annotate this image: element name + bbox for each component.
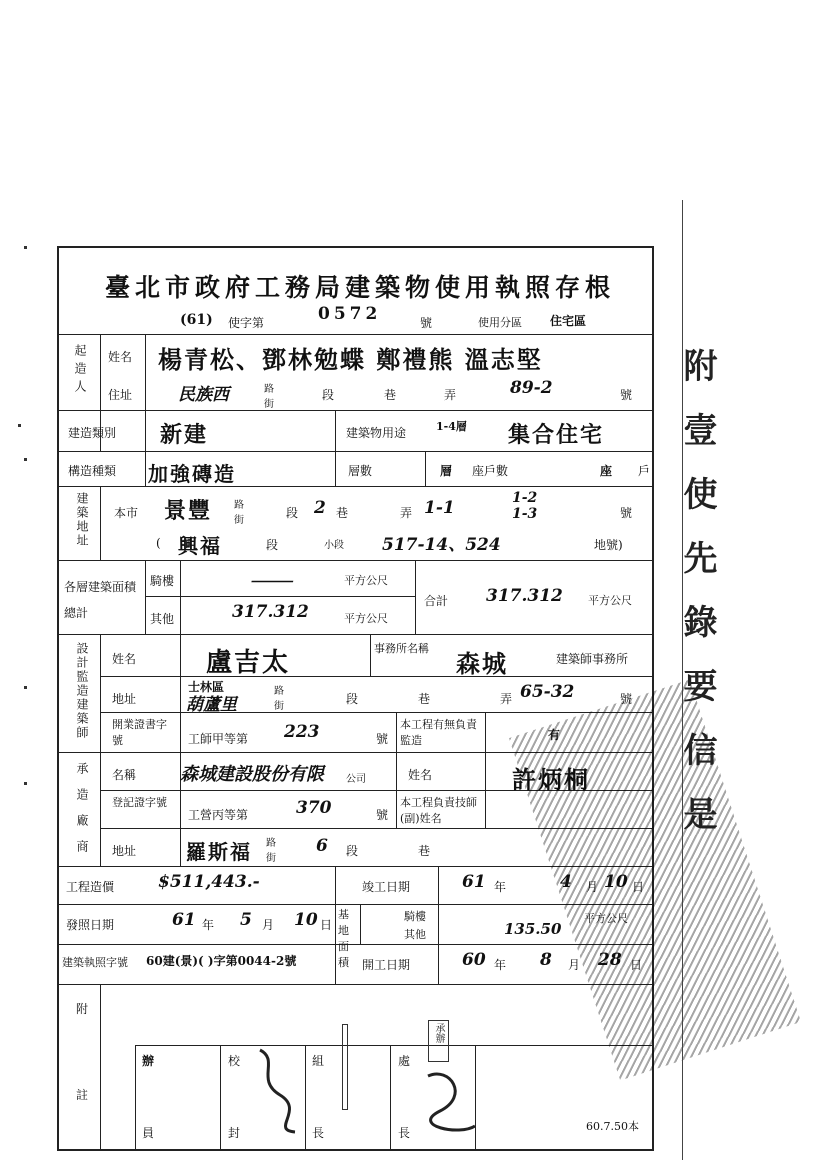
page-title: 臺北市政府工務局建築物使用執照存根: [104, 273, 615, 302]
scan-dot: [24, 686, 27, 689]
row-line: [145, 596, 415, 597]
scan-dot: [24, 782, 27, 785]
row-line: [100, 676, 654, 677]
col-line: [180, 560, 181, 634]
architect-reg-value: 工師甲等第: [188, 732, 249, 746]
contractor-reg-no: 370: [296, 798, 332, 818]
signature-mark: [250, 1040, 310, 1140]
permit-char: 使字第: [228, 316, 265, 330]
done-month-unit: 月: [586, 880, 599, 894]
site-lane-label: 巷: [336, 506, 349, 520]
site-sec-label: 段: [286, 506, 299, 520]
architect-sup-label: 本工程有無負責監造: [400, 718, 477, 747]
start-day-unit: 日: [630, 958, 643, 972]
col-line: [485, 790, 486, 828]
architect-lane: 巷: [418, 692, 431, 706]
contractor-reg-label: 登記證字號: [112, 796, 167, 809]
architect-office-suffix: 建築師事務所: [556, 652, 629, 666]
col-line: [396, 752, 397, 790]
architect-district: 士林區: [188, 680, 225, 694]
use-label: 建築物用途: [346, 426, 407, 440]
owner-names: 楊青松、鄧林勉蝶 鄭禮熊 溫志堅: [158, 345, 543, 374]
architect-reg-no: 223: [284, 722, 320, 742]
row-line: [57, 410, 654, 411]
col-line: [335, 866, 336, 984]
done-year-unit: 年: [494, 880, 507, 894]
site-lot-area: 興福: [178, 534, 222, 558]
col-line: [425, 451, 426, 486]
col-line: [396, 790, 397, 828]
start-year: 60: [462, 950, 486, 970]
architect-sec: 段: [346, 692, 359, 706]
col-line: [415, 560, 416, 634]
site-section-label: 建築地址: [75, 492, 89, 548]
col-line: [360, 904, 361, 944]
architect-suffix: 號: [620, 692, 633, 706]
site-lot-sec: 段: [266, 538, 279, 552]
base-other: 其他: [404, 928, 426, 941]
permit-ref-value: 60建(景)( )字第0044-2號: [146, 954, 297, 968]
units-value: 座: [600, 464, 613, 478]
permit-year: (61): [180, 312, 213, 328]
signoff-officer: 員: [142, 1126, 155, 1140]
site-lot-prefix: (: [156, 536, 161, 550]
col-line: [135, 1045, 136, 1151]
total-label: 合計: [424, 594, 449, 608]
signature-mark-2: [420, 1056, 480, 1146]
signoff-office: 處: [398, 1054, 411, 1068]
start-label: 開工日期: [362, 958, 411, 972]
scan-dot: [24, 458, 27, 461]
col-line: [100, 486, 101, 560]
site-no: 1-1: [424, 498, 455, 518]
issue-day-unit: 日: [320, 918, 333, 932]
architect-reg-label: 開業證書字號: [112, 718, 167, 747]
col-line: [220, 1045, 221, 1151]
col-line: [485, 752, 486, 790]
architect-addr-label: 地址: [112, 692, 137, 706]
zone-label: 使用分區: [478, 316, 522, 329]
owner-alley-label: 弄: [444, 388, 457, 402]
architect-section-label: 設計監造建築師: [75, 642, 89, 740]
col-line: [180, 634, 181, 866]
owner-sec-label: 段: [322, 388, 335, 402]
owner-addr-suffix: 號: [620, 388, 633, 402]
floors-note: 1-4層: [436, 420, 467, 433]
architect-name-label: 姓名: [112, 652, 137, 666]
signoff-group: 組: [312, 1054, 325, 1068]
architect-alley: 弄: [500, 692, 513, 706]
contractor-reg-value: 工營丙等第: [188, 808, 249, 822]
row-line: [135, 1045, 654, 1046]
col-line: [335, 410, 336, 486]
signoff-check: 校: [228, 1054, 241, 1068]
contractor-addr-label: 地址: [112, 844, 137, 858]
owner-road-label: 路街: [264, 384, 274, 410]
cost-value: $511,443.-: [158, 872, 260, 892]
floor-unit: 層: [440, 464, 453, 478]
done-day-unit: 日: [632, 880, 645, 894]
arcade-dash: ⸻: [250, 571, 293, 591]
floors-label: 層數: [348, 464, 373, 478]
permit-ref-label: 建築執照字號: [62, 956, 128, 969]
issue-label: 發照日期: [66, 918, 115, 932]
architect-reg-suffix: 號: [376, 732, 389, 746]
other-value: 317.312: [232, 602, 309, 622]
site-alley-label: 弄: [400, 506, 413, 520]
issue-month: 5: [240, 910, 252, 930]
site-suffix: 號: [620, 506, 633, 520]
architect-no: 65-32: [520, 682, 575, 702]
col-line: [396, 712, 397, 752]
units-label: 座戶數: [472, 464, 509, 478]
signoff-clerk: 辦: [142, 1054, 155, 1068]
permit-number: 0572: [318, 304, 382, 324]
base-label: 基地面積: [338, 908, 349, 969]
contractor-name-suffix: 公司: [346, 774, 366, 785]
issue-year: 61: [172, 910, 196, 930]
use-value: 集合住宅: [508, 422, 605, 448]
done-month: 4: [560, 872, 572, 892]
row-line: [100, 712, 654, 713]
contractor-road-label: 路街: [266, 838, 276, 864]
area-section-label: 各層建築面積總計: [64, 580, 137, 620]
owner-section-label: 起造人: [73, 344, 87, 398]
architect-office: 森城: [456, 649, 508, 678]
contractor-sec-no: 6: [316, 836, 328, 856]
col-line: [390, 1045, 391, 1151]
seal-stamp: 承辦: [428, 1020, 449, 1062]
contractor-addr-road: 羅斯福: [186, 840, 252, 864]
other-label: 其他: [150, 612, 175, 626]
start-year-unit: 年: [494, 958, 507, 972]
done-label: 竣工日期: [362, 880, 411, 894]
start-month: 8: [540, 950, 552, 970]
owner-name-label: 姓名: [108, 350, 133, 364]
signoff-seal: 封: [228, 1126, 241, 1140]
col-line: [370, 634, 371, 676]
row-line: [57, 486, 654, 487]
architect-office-label: 事務所名稱: [374, 642, 429, 655]
issue-day: 10: [294, 910, 318, 930]
base-arcade: 騎樓: [404, 910, 426, 923]
owner-lane-label: 巷: [384, 388, 397, 402]
start-day: 28: [598, 950, 622, 970]
start-month-unit: 月: [568, 958, 581, 972]
contractor-reg-suffix: 號: [376, 808, 389, 822]
signoff-chief2: 長: [398, 1126, 411, 1140]
row-line: [57, 984, 654, 985]
type-label: 建造類別: [68, 426, 117, 440]
col-line: [485, 712, 486, 752]
site-street: 景豐: [164, 498, 213, 524]
done-day: 10: [604, 872, 628, 892]
arcade-unit: 平方公尺: [344, 574, 388, 587]
scan-dot: [18, 424, 21, 427]
site-no2: 1-2 1-3: [512, 490, 538, 522]
architect-name: 盧吉太: [206, 648, 291, 678]
owner-addr-street: 民族西: [178, 385, 229, 405]
contractor-person-label: 姓名: [408, 768, 433, 782]
owner-addr-no: 89-2: [510, 378, 553, 398]
site-sec-no: 2: [314, 498, 326, 518]
issue-month-unit: 月: [262, 918, 275, 932]
contractor-name: 森城建設股份有限: [180, 764, 324, 785]
done-year: 61: [462, 872, 486, 892]
scan-dot: [24, 246, 27, 249]
unit-suffix: 戶: [638, 464, 651, 478]
architect-road-label: 路街: [274, 686, 284, 712]
zone-value: 住宅區: [550, 314, 587, 328]
contractor-sec: 段: [346, 844, 359, 858]
type-value: 新建: [160, 422, 209, 448]
site-lot-suffix: 地號): [594, 538, 623, 552]
permit-suffix: 號: [420, 316, 433, 330]
contractor-person: 許炳桐: [512, 765, 590, 794]
row-line: [57, 334, 654, 335]
total-value: 317.312: [486, 586, 563, 606]
site-lot-no: 517-14、524: [382, 535, 501, 555]
contractor-lane: 巷: [418, 844, 431, 858]
contractor-eng-label: 本工程負責技師(副)姓名: [400, 796, 477, 825]
base-other-value: 135.50: [504, 920, 562, 938]
col-line: [100, 984, 101, 1151]
structure-label: 構造種類: [68, 464, 117, 478]
approval-stamp: [342, 1024, 348, 1110]
adjacent-page-text: 附壹使先錄要信是: [677, 348, 717, 860]
other-unit: 平方公尺: [344, 612, 388, 625]
base-unit: 平方公尺: [584, 912, 628, 925]
site-lot-sub: 小段: [324, 540, 344, 551]
form-footer: 60.7.50本: [586, 1120, 639, 1133]
contractor-name-label: 名稱: [112, 768, 137, 782]
site-city: 本市: [114, 506, 139, 520]
signoff-chief: 長: [312, 1126, 325, 1140]
architect-road: 葫蘆里: [186, 695, 237, 715]
site-road-label: 路街: [234, 500, 244, 526]
col-line: [145, 410, 146, 486]
architect-sup-value: 有: [548, 728, 561, 742]
notes-label-top: 附: [76, 1002, 89, 1016]
cost-label: 工程造價: [66, 880, 115, 894]
notes-label-bottom: 註: [76, 1088, 89, 1102]
structure-value: 加強磚造: [148, 462, 236, 486]
col-line: [145, 560, 146, 634]
total-unit: 平方公尺: [588, 594, 632, 607]
contractor-section-label: 承造廠商: [75, 762, 89, 866]
issue-year-unit: 年: [202, 918, 215, 932]
row-line: [57, 634, 654, 635]
col-line: [438, 866, 439, 984]
arcade-label: 騎樓: [150, 574, 175, 588]
row-line: [57, 560, 654, 561]
col-line: [100, 634, 101, 866]
row-line: [57, 451, 654, 452]
col-line: [145, 334, 146, 410]
owner-addr-label: 住址: [108, 388, 133, 402]
